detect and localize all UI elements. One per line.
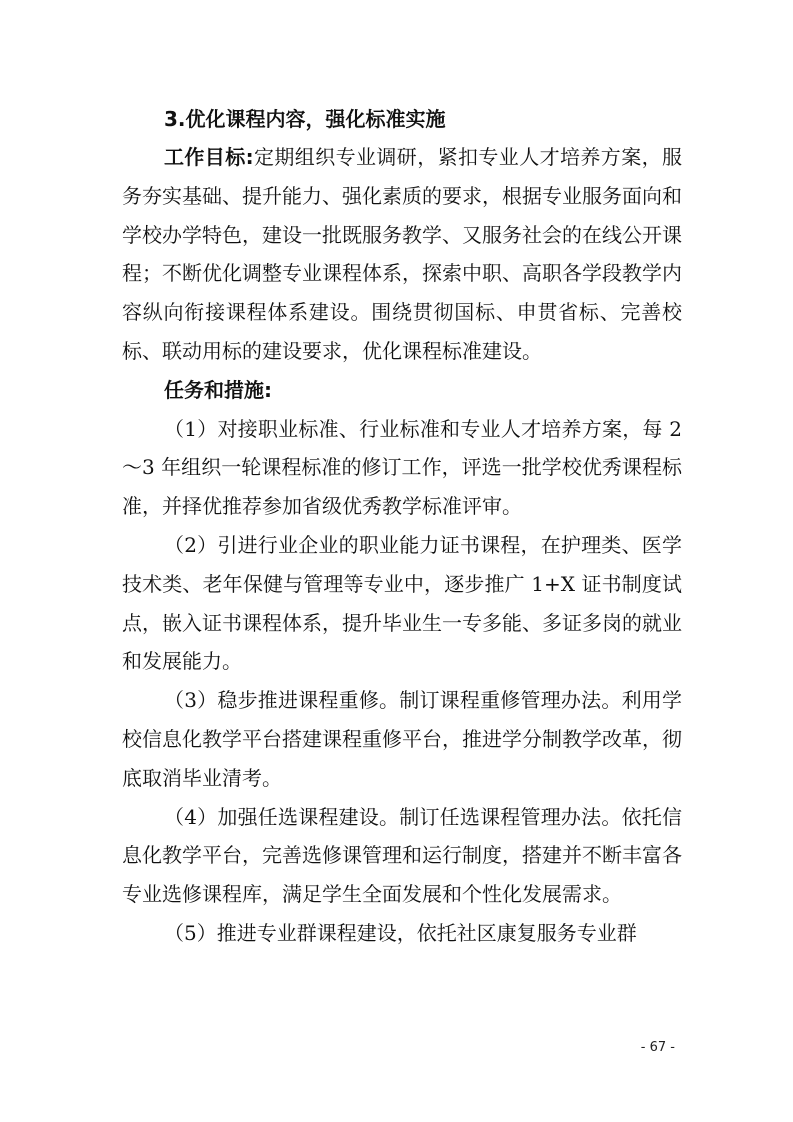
page-body	[122, 100, 682, 953]
measure-paragraph: （3）稳步推进课程重修。制订课程重修管理办法。利用学校信息化教学平台搭建课程重修平台，推进学分制教学改革，彻底取消毕业清考。	[122, 688, 682, 790]
measure-paragraph: （2）引进行业企业的职业能力证书课程，在护理类、医学技术类、老年保健与管理等专业中，逐步推广 1+X 证书制度试点，嵌入证书课程体系，提升毕业生一专多能、多证多岗的就业和发展能力。	[122, 532, 682, 674]
page-number: - 67 -	[640, 1040, 675, 1055]
section-heading: 3.优化课程内容，强化标准实施	[164, 107, 446, 131]
measure-paragraph: （1）对接职业标准、行业标准和专业人才培养方案，每 2～3 年组织一轮课程标准的修订工作，评选一批学校优秀课程标准，并择优推荐参加省级优秀教学标准评审。	[122, 416, 682, 519]
tasks-heading: 任务和措施:	[164, 377, 272, 402]
work-goal-text: 定期组织专业调研，紧扣专业人才培养方案，服务夯实基础、提升能力、强化素质的要求，根据专业服务面向和学校办学特色，建设一批既服务教学、又服务社会的在线公开课程；不断优化调整专业课程体系，探索中职、高职各学段教学内容纵向衔接课程体系建设。围绕贯彻国标、申贯省标、完善校标、联动用标的建设要求，优化课程标准建设。	[122, 145, 683, 363]
measure-paragraph: （4）加强任选课程建设。制订任选课程管理办法。依托信息化教学平台，完善选修课管理和运行制度，搭建并不断丰富各专业选修课程库，满足学生全面发展和个性化发展需求。	[122, 804, 682, 907]
work-goal-paragraph	[122, 138, 682, 371]
measure-paragraph: （5）推进专业群课程建设，依托社区康复服务专业群	[164, 920, 637, 945]
work-goal-label: 工作目标:	[164, 145, 254, 169]
